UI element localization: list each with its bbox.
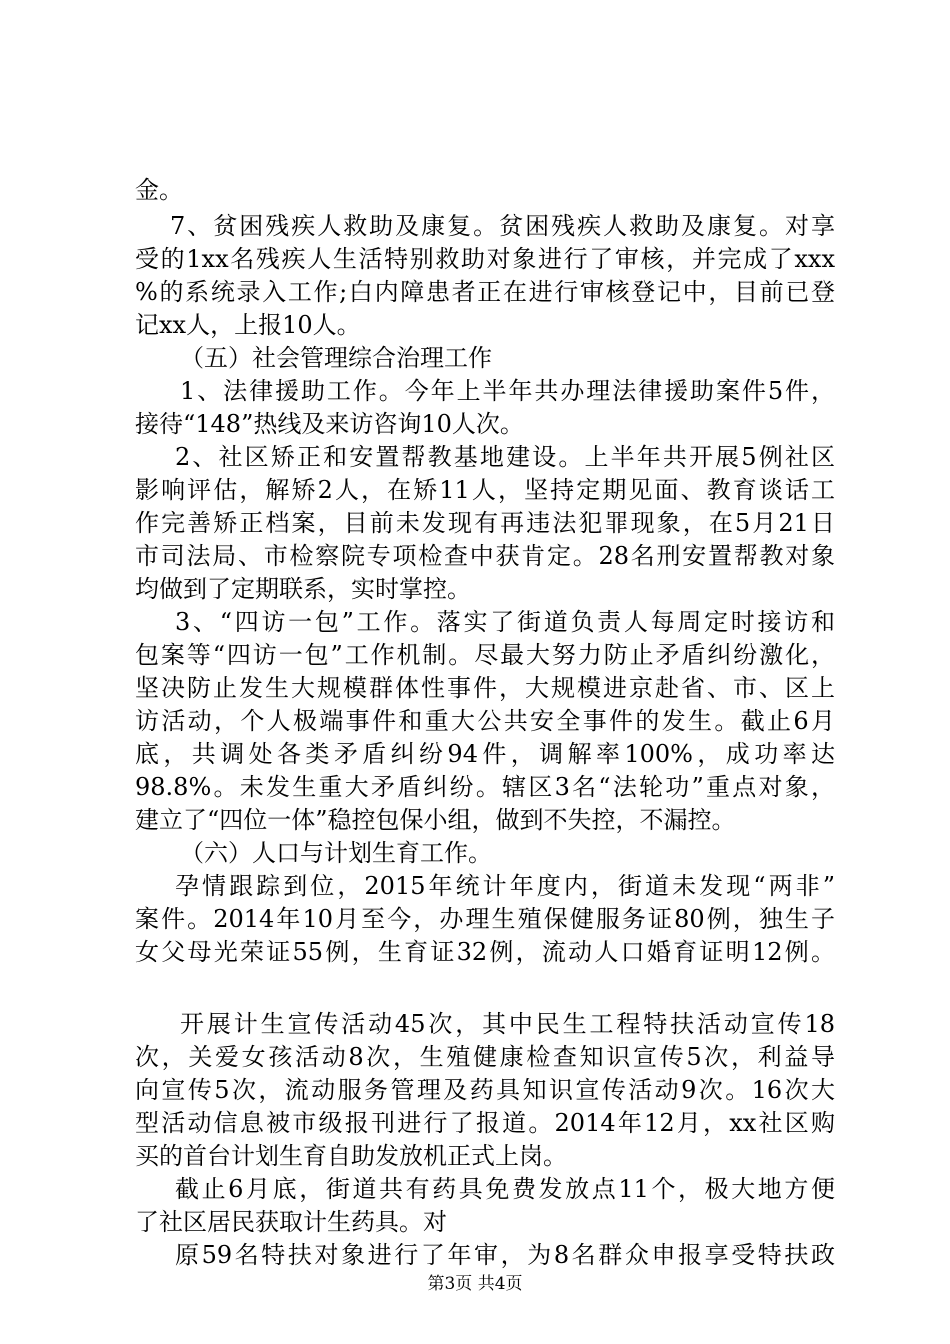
text-line: 开展计生宣传活动45次，其中民生工程特扶活动宣传18 <box>180 1010 835 1038</box>
page-number-footer: 第3页 共4页 <box>427 1274 523 1294</box>
section-heading: （六）人口与计划生育工作。 <box>180 839 492 867</box>
text-line: 2、社区矫正和安置帮教基地建设。上半年共开展5例社区 <box>175 443 835 471</box>
text-line: 3、“四访一包”工作。落实了街道负责人每周定时接访和 <box>175 608 835 636</box>
text-line: 建立了“四位一体”稳控包保小组，做到不失控，不漏控。 <box>135 806 736 834</box>
text-line: 了社区居民获取计生药具。对 <box>135 1208 447 1236</box>
text-line: 金。 <box>135 176 183 204</box>
text-line: 女父母光荣证55例，生育证32例，流动人口婚育证明12例。 <box>135 938 835 966</box>
text-line: 访活动，个人极端事件和重大公共安全事件的发生。截止6月 <box>135 707 835 735</box>
text-line: 接待“148”热线及来访咨询10人次。 <box>135 410 524 438</box>
text-line: 市司法局、市检察院专项检查中获肯定。28名刑安置帮教对象 <box>135 542 835 570</box>
text-line: 7、贫困残疾人救助及康复。贫困残疾人救助及康复。对享 <box>170 212 835 240</box>
text-line: 向宣传5次，流动服务管理及药具知识宣传活动9次。16次大 <box>135 1076 835 1104</box>
text-line: 作完善矫正档案，目前未发现有再违法犯罪现象，在5月21日 <box>135 509 835 537</box>
text-line: 型活动信息被市级报刊进行了报道。2014年12月，xx社区购 <box>135 1109 835 1137</box>
text-line: 底，共调处各类矛盾纠纷94件，调解率100%，成功率达 <box>135 740 835 768</box>
text-line: 孕情跟踪到位，2015年统计年度内，街道未发现“两非” <box>175 872 835 900</box>
text-line: 原59名特扶对象进行了年审，为8名群众申报享受特扶政 <box>175 1241 835 1269</box>
text-line: 买的首台计划生育自助发放机正式上岗。 <box>135 1142 567 1170</box>
text-line: 记xx人，上报10人。 <box>135 311 361 339</box>
text-line: 截止6月底，街道共有药具免费发放点11个，极大地方便 <box>175 1175 835 1203</box>
text-line: 次，关爱女孩活动8次，生殖健康检查知识宣传5次，利益导 <box>135 1043 835 1071</box>
text-line: 受的1xx名残疾人生活特别救助对象进行了审核，并完成了xxx <box>135 245 835 273</box>
text-line: 均做到了定期联系，实时掌控。 <box>135 575 471 603</box>
text-line: 1、法律援助工作。今年上半年共办理法律援助案件5件， <box>180 377 835 405</box>
text-line: 影响评估，解矫2人，在矫11人，坚持定期见面、教育谈话工 <box>135 476 835 504</box>
text-line: 坚决防止发生大规模群体性事件，大规模进京赴省、市、区上 <box>135 674 835 702</box>
text-line: 包案等“四访一包”工作机制。尽最大努力防止矛盾纠纷激化， <box>135 641 835 669</box>
text-line: 案件。2014年10月至今，办理生殖保健服务证80例，独生子 <box>135 905 835 933</box>
text-line: %的系统录入工作;白内障患者正在进行审核登记中，目前已登 <box>135 278 835 306</box>
text-line: 98.8%。未发生重大矛盾纠纷。辖区3名“法轮功”重点对象， <box>135 773 835 801</box>
section-heading: （五）社会管理综合治理工作 <box>180 344 492 372</box>
